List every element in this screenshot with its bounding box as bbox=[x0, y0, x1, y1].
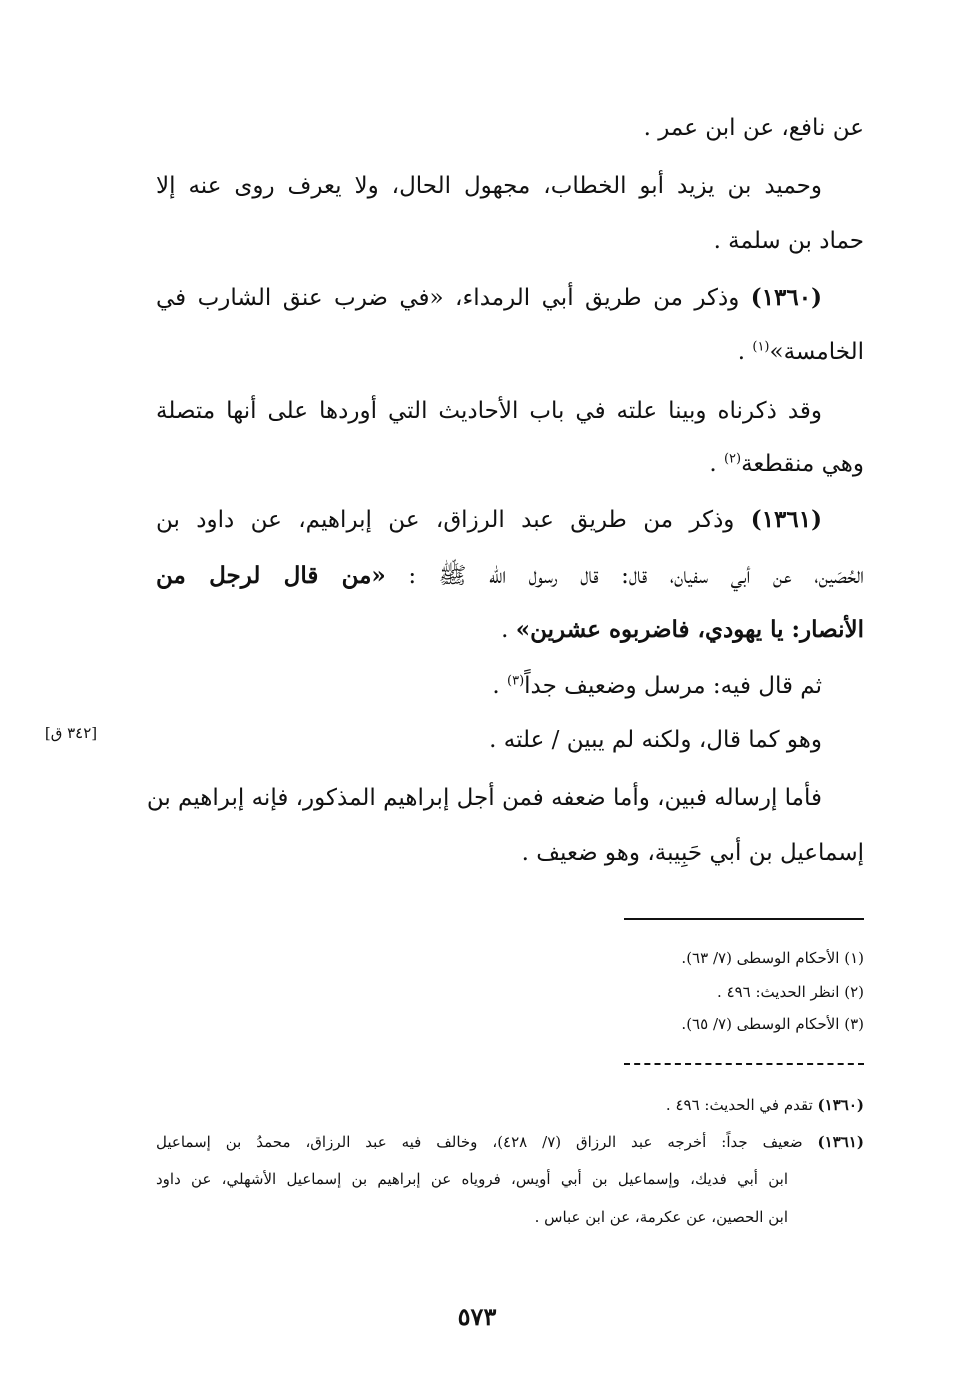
text-line bbox=[156, 550, 864, 602]
text-span: . bbox=[737, 339, 753, 365]
text-span: ثم قال فيه: مرسل وضعيف جداً bbox=[524, 673, 822, 699]
manuscript-folio-note: [٣٤٢ ق] bbox=[44, 724, 98, 742]
text-span: . bbox=[492, 673, 507, 699]
text-line: حماد بن سلمة . bbox=[713, 228, 864, 254]
footnote-ref: (٣) bbox=[507, 673, 525, 689]
text-line bbox=[156, 660, 864, 712]
text-span: الحُصَين، عن أبي سفيان، قال: قال رسول الله ﷺ : bbox=[385, 563, 864, 589]
text-line: وقد ذكرناه وبينا علته في باب الأحاديث التي أوردها على أنها متصلة bbox=[156, 398, 822, 424]
text-line: وهو كما قال، ولكنه لم يبين / علته . bbox=[489, 727, 822, 753]
text-line: إسماعيل بن أبي حَبِيبة، وهو ضعيف . bbox=[521, 840, 864, 866]
hadith-text: وذكر من طريق أبي الرمداء، «في ضرب عنق الشارب في bbox=[156, 285, 751, 311]
hadith-number: (١٣٦١) bbox=[817, 1133, 864, 1151]
takhrij-note bbox=[156, 1088, 864, 1122]
footnote-separator bbox=[624, 918, 864, 920]
text-span: ابن أبي فديك، وإسماعيل بن أبي أويس، فروياه عن إبراهيم بن إسماعيل الأشهلي، عن داود bbox=[156, 1170, 788, 1188]
text-line: وحميد بن يزيد أبو الخطاب، مجهول الحال، ولا يعرف روى عنه إلا bbox=[156, 173, 822, 199]
hadith-1361 bbox=[156, 494, 864, 546]
main-text bbox=[146, 102, 864, 882]
takhrij-note bbox=[156, 1125, 864, 1159]
hadith-quote: «من قال لرجل من bbox=[156, 562, 386, 589]
page-number: ٥٧٣ bbox=[457, 1302, 497, 1331]
takhrij-note-line bbox=[156, 1162, 864, 1196]
text-span: . bbox=[709, 451, 724, 477]
text-line bbox=[156, 326, 864, 378]
text-span: ابن الحصين، عن عكرمة، عن ابن عباس . bbox=[534, 1208, 788, 1226]
hadith-number: (١٣٦١) bbox=[750, 506, 822, 533]
text-line bbox=[156, 438, 864, 490]
footnote: (٣) الأحكام الوسطى (٧/ ٦٥). bbox=[681, 1015, 864, 1033]
hadith-number: (١٣٦٠) bbox=[817, 1096, 864, 1114]
hadith-number: (١٣٦٠) bbox=[750, 284, 822, 311]
text-line bbox=[156, 604, 864, 656]
text-span: الخامسة» bbox=[769, 339, 864, 365]
hadith-1360 bbox=[156, 272, 864, 324]
takhrij-note-line bbox=[156, 1200, 864, 1234]
footnote: (١) الأحكام الوسطى (٧/ ٦٣). bbox=[681, 949, 864, 967]
text-line: عن نافع، عن ابن عمر . bbox=[643, 115, 864, 141]
text-span: ضعيف جداً: أخرجه عبد الرزاق (٧/ ٤٢٨)، وخالف فيه عبد الرزاق، محمدُ بن إسماعيل bbox=[156, 1133, 818, 1151]
footnote: (٢) انظر الحديث: ٤٩٦ . bbox=[717, 983, 864, 1001]
text-span: وهي منقطعة bbox=[741, 451, 864, 477]
text-line: فأما إرساله فبين، وأما ضعفه فمن أجل إبراهيم المذكور، فإنه إبراهيم بن bbox=[146, 785, 822, 811]
hadith-text: وذكر من طريق عبد الرزاق، عن إبراهيم، عن داود بن bbox=[156, 507, 751, 533]
footnote-ref: (١) bbox=[752, 339, 770, 355]
text-span: . bbox=[501, 617, 516, 643]
takhrij-separator bbox=[624, 1063, 864, 1065]
hadith-quote: الأنصار: يا يهودي، فاضربوه عشرين» bbox=[515, 616, 864, 643]
text-span: تقدم في الحديث: ٤٩٦ . bbox=[665, 1096, 818, 1114]
footnote-ref: (٢) bbox=[723, 451, 742, 467]
